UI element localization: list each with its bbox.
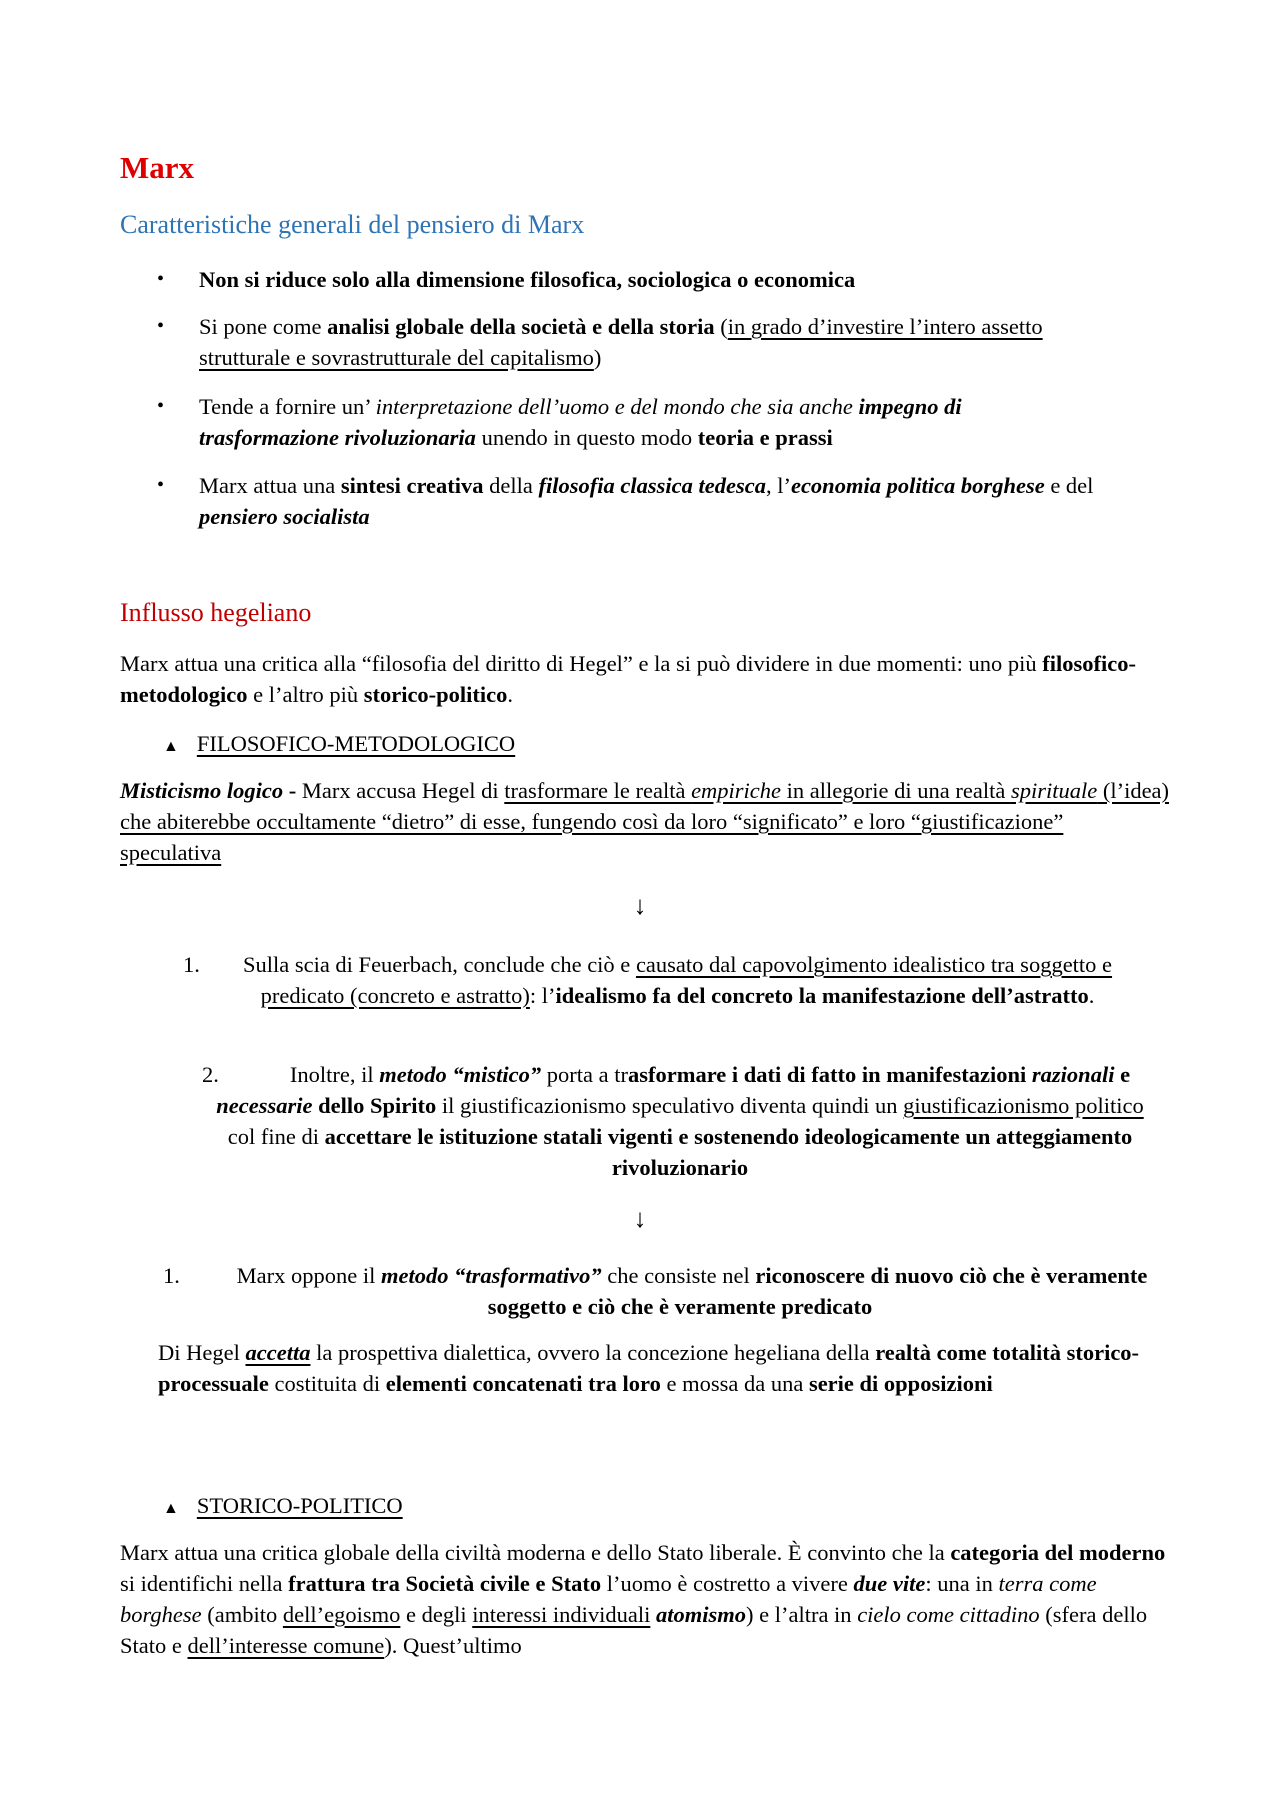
section-heading-hegel: Influsso hegeliano bbox=[120, 598, 312, 627]
list-number: 1. bbox=[163, 1263, 180, 1288]
storico-paragraph: Marx attua una critica globale della civiltà moderna e dello Stato liberale. È convinto che la categoria del moderno si identifichi nella frattura tra Società civile e Stato l’uomo è costretto a vivere due vite: una in terra come borghese (ambito dell’egoismo e degli interessi individuali atomismo) e l’altra in cielo come cittadino (sfera dello Stato e dell’interesse comune). Quest’ultimo bbox=[120, 1540, 1166, 1658]
bullet-text: unendo in questo modo bbox=[475, 425, 698, 450]
bullet-text: ( bbox=[714, 314, 728, 339]
bullet-text: Marx attua una bbox=[199, 473, 341, 498]
bullet-icon: • bbox=[157, 315, 165, 337]
bullet-text: ) bbox=[593, 345, 602, 370]
bullet-icon: • bbox=[157, 268, 165, 290]
subheading-storico: ▲ STORICO-POLITICO bbox=[163, 1493, 403, 1518]
misticismo-paragraph: Misticismo logico - Marx accusa Hegel di trasformare le realtà empiriche in allegorie di una realtà spirituale (l’idea) che abiterebbe occultamente “dietro” di esse, fungendo così da loro “significato” e loro “giustificazione” speculativa bbox=[120, 778, 1170, 865]
page-title: Marx bbox=[120, 150, 195, 185]
bullet-text: della bbox=[483, 473, 539, 498]
accetta-paragraph: Di Hegel accetta la prospettiva dialettica, ovvero la concezione hegeliana della realtà come totalità storico-processuale costituita di elementi concatenati tra loro e mossa da una serie di opposizioni bbox=[158, 1340, 1140, 1396]
bullet-bold-italic: filosofia classica tedesca bbox=[538, 473, 766, 498]
bullet-bold: analisi globale della società e della storia bbox=[327, 314, 715, 339]
bullet-text: Si pone come bbox=[199, 314, 328, 339]
down-arrow-icon: ↓ bbox=[633, 891, 647, 920]
triangle-icon: ▲ bbox=[163, 1500, 179, 1517]
bullet-bold-italic: pensiero socialista bbox=[199, 504, 370, 529]
bullet-icon: • bbox=[157, 395, 165, 417]
bullet-text: , l’ bbox=[765, 473, 791, 498]
down-arrow-icon: ↓ bbox=[633, 1204, 647, 1233]
list-item-metodo-mistico: Inoltre, il metodo “mistico” porta a trasformare i dati di fatto in manifestazioni razionali e necessarie dello Spirito il giustificazionismo speculativo diventa quindi un giustificazionismo politico col fine di accettare le istituzione statali vigenti e sostenendo ideologicamente un atteggiamento rivoluzionario bbox=[216, 1062, 1144, 1180]
list-item-feuerbach: Sulla scia di Feuerbach, conclude che ciò e causato dal capovolgimento idealistico tra soggetto e predicato (concreto e astratto): l’idealismo fa del concreto la manifestazione dell’astratto. bbox=[242, 952, 1113, 1008]
list-number: 1. bbox=[183, 952, 200, 977]
bullet-bold: teoria e prassi bbox=[697, 425, 833, 450]
section-heading-characteristics: Caratteristiche generali del pensiero di Marx bbox=[120, 210, 585, 239]
intro-paragraph: Marx attua una critica alla “filosofia del diritto di Hegel” e la si può dividere in due momenti: uno più filosofico-metodologico e l’altro più storico-politico. bbox=[120, 651, 1136, 707]
bullet-underlined: in grado d’investire l’intero assetto strutturale e sovrastrutturale del capitalismo bbox=[199, 314, 1043, 370]
bullet-bold-italic: impegno di trasformazione rivoluzionaria bbox=[199, 394, 962, 450]
subheading-filosofico: ▲ FILOSOFICO-METODOLOGICO bbox=[163, 731, 516, 756]
bullet-italic: interpretazione dell’uomo e del mondo che sia anche bbox=[375, 394, 859, 419]
bullet-text: Non si riduce solo alla dimensione filosofica, sociologica o economica bbox=[199, 267, 856, 292]
bullet-bold-italic: economia politica borghese bbox=[790, 473, 1045, 498]
bullet-text: Tende a fornire un’ bbox=[199, 394, 376, 419]
bullet-text: e del bbox=[1044, 473, 1094, 498]
bullet-icon: • bbox=[157, 474, 165, 496]
bullet-bold: sintesi creativa bbox=[340, 473, 484, 498]
triangle-icon: ▲ bbox=[163, 738, 179, 755]
list-number: 2. bbox=[202, 1062, 219, 1087]
list-item-metodo-trasformativo: Marx oppone il metodo “trasformativo” che consiste nel riconoscere di nuovo ciò che è veramente soggetto e ciò che è veramente predicato bbox=[236, 1263, 1148, 1319]
